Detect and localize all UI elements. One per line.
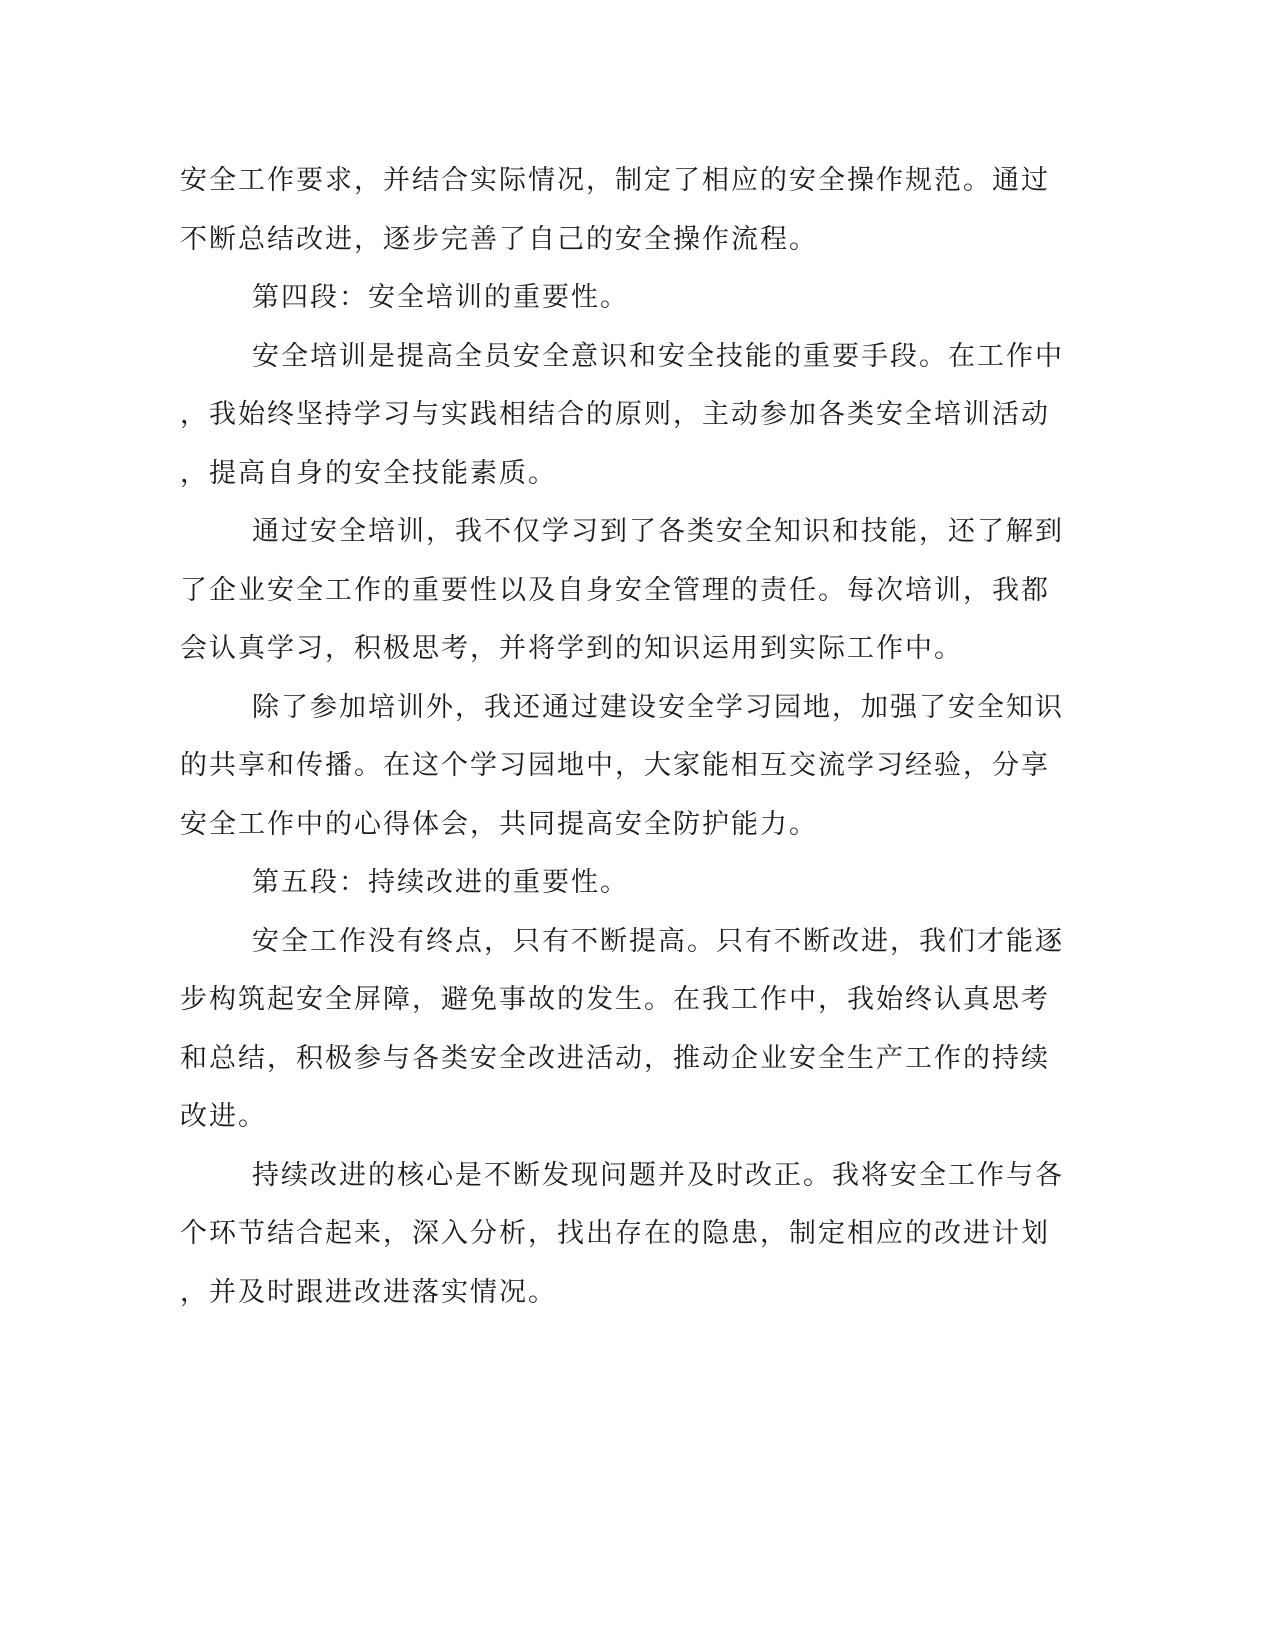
paragraph-line: 了企业安全工作的重要性以及自身安全管理的责任。每次培训，我都 (180, 574, 1050, 606)
paragraph-first-line: 除了参加培训外，我还通过建设安全学习园地，加强了安全知识 (252, 691, 1064, 723)
paragraph-first-line: 第五段：持续改进的重要性。 (252, 867, 629, 898)
paragraph-line: 步构筑起安全屏障，避免事故的发生。在我工作中，我始终认真思考 (180, 984, 1050, 1015)
paragraph-line: 安全工作要求，并结合实际情况，制定了相应的安全操作规范。通过 (180, 165, 1050, 196)
paragraph-first-line: 安全培训是提高全员安全意识和安全技能的重要手段。在工作中 (252, 340, 1064, 372)
paragraph-first-line: 安全工作没有终点，只有不断提高。只有不断改进，我们才能逐 (252, 925, 1064, 957)
paragraph-line: ，提高自身的安全技能素质。 (180, 457, 557, 489)
paragraph-line: ，并及时跟进改进落实情况。 (180, 1276, 557, 1308)
paragraph-line: 和总结，积极参与各类安全改进活动，推动企业安全生产工作的持续 (180, 1042, 1050, 1074)
paragraph-line: 不断总结改进，逐步完善了自己的安全操作流程。 (180, 223, 818, 255)
paragraph-first-line: 持续改进的核心是不断发现问题并及时改正。我将安全工作与各 (252, 1159, 1064, 1191)
paragraph-line: 会认真学习，积极思考，并将学到的知识运用到实际工作中。 (180, 633, 963, 664)
paragraph-first-line: 通过安全培训，我不仅学习到了各类安全知识和技能，还了解到 (252, 516, 1064, 547)
paragraph-line: 安全工作中的心得体会，共同提高安全防护能力。 (180, 808, 818, 840)
paragraph-line: ，我始终坚持学习与实践相结合的原则，主动参加各类安全培训活动 (180, 399, 1050, 430)
paragraph-first-line: 第四段：安全培训的重要性。 (252, 282, 629, 313)
paragraph-line: 改进。 (180, 1101, 267, 1132)
document-body (180, 152, 1064, 1322)
paragraph-line: 的共享和传播。在这个学习园地中，大家能相互交流学习经验，分享 (180, 750, 1050, 781)
paragraph-line: 个环节结合起来，深入分析，找出存在的隐患，制定相应的改进计划 (180, 1218, 1050, 1249)
